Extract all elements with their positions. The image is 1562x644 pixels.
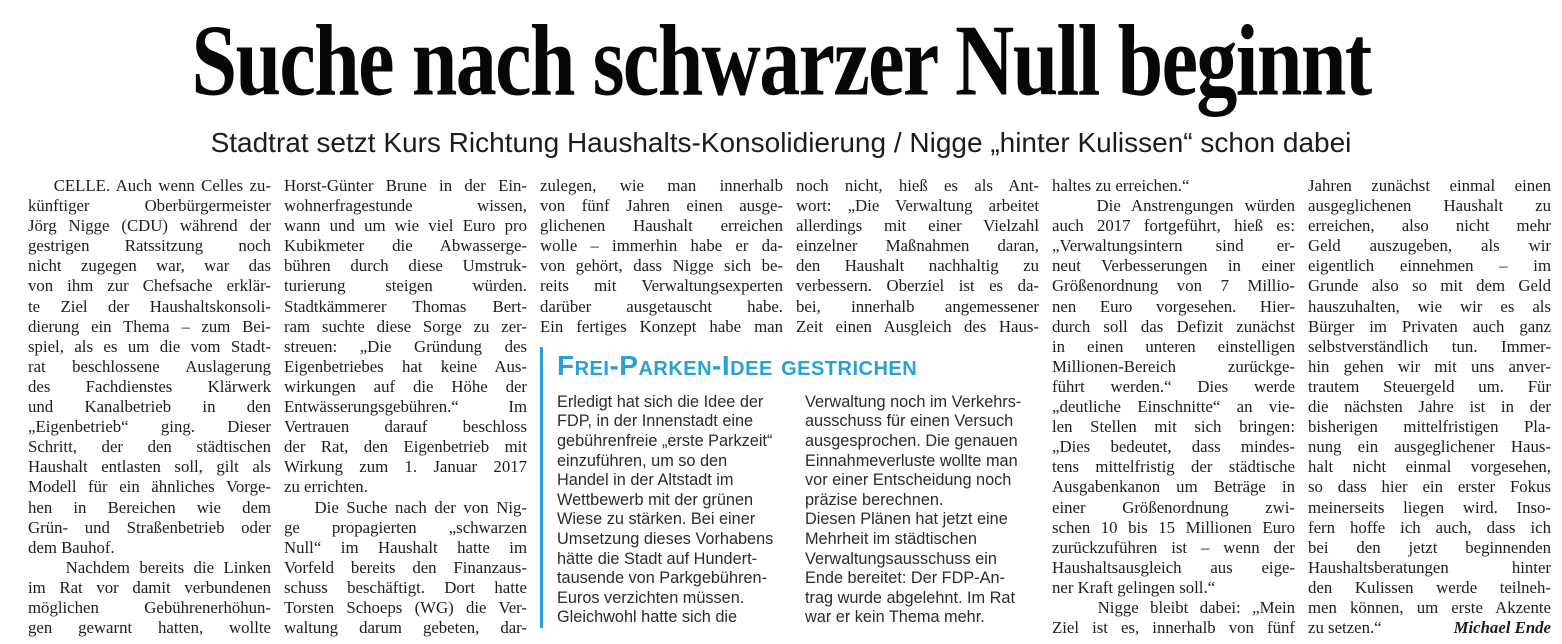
text-line: Wiese zu stärken. Bei einer: [557, 510, 756, 529]
text-line: te Ziel der Haushaltskonsoli-: [28, 296, 271, 316]
text-line: in einen unteren einstelligen: [1052, 336, 1295, 356]
text-line: gestrigen Ratssitzung noch: [28, 236, 271, 256]
text-line: Zeit einen Ausgleich des Haus-: [796, 316, 1039, 336]
text-line: Null“ im Haushalt hatte im: [284, 537, 527, 557]
text-line: noch nicht, hieß es als Ant-: [796, 176, 1039, 195]
text-line: tausende von Parkgebühren-: [557, 569, 767, 588]
text-line: Millionen-Bereich zurückge-: [1052, 356, 1295, 376]
text-line: Ausgabenkanon um Beträge in: [1052, 477, 1295, 497]
text-line: neut Verbesserungen in einer: [1052, 256, 1295, 276]
text-line: Schritt, der den städtischen: [28, 437, 271, 457]
text-line: „deutliche Einschnitte“ an vie-: [1052, 397, 1295, 417]
infobox-title: Frei-Parken-Idee gestrichen: [557, 349, 918, 381]
text-line: Haushaltsausgleich aus eige-: [1052, 557, 1295, 577]
text-line: wirkungen auf die Höhe der: [284, 376, 527, 396]
text-line: ausgeglichenen Haushalt zu: [1308, 196, 1551, 216]
text-line: bei den jetzt beginnenden: [1308, 537, 1551, 557]
text-line: Grün- und Straßenbetrieb oder: [28, 517, 271, 537]
text-line: schuss beschäftigt. Dort hatte: [284, 577, 527, 597]
text-line: zurückzuführen ist – wenn der: [1052, 537, 1295, 557]
text-line: künftiger Oberbürgermeister: [28, 196, 271, 216]
text-line: fern hoffe ich auch, dass ich: [1308, 517, 1551, 537]
text-line: erreichen, also nicht mehr: [1308, 216, 1551, 236]
author-line: [1308, 618, 1551, 638]
text-line: Kubikmeter die Abwasserge-: [284, 236, 527, 256]
text-line: Eigenbetriebes hat keine Aus-: [284, 356, 527, 376]
text-line: Ende bereitet: Der FDP-An-: [805, 569, 1005, 588]
text-line: Modell für ein ähnliches Vorge-: [28, 477, 271, 497]
text-line: möglichen Gebührenerhöhun-: [28, 597, 271, 617]
text-line: „Verwaltungsintern sind er-: [1052, 236, 1295, 256]
text-line: Haushaltsberatungen hinter: [1308, 557, 1551, 577]
text-line: spiel, als es um die vom Stadt-: [28, 336, 271, 356]
article-column-1: [28, 176, 271, 638]
text-line: rat beschlossene Auslagerung: [28, 356, 271, 376]
text-line: den Kulissen werde teilneh-: [1308, 577, 1551, 597]
text-line: im Rat vor damit verbundenen: [28, 577, 271, 597]
text-line: war er kein Thema mehr.: [805, 608, 985, 627]
text-line: schen 10 bis 15 Millionen Euro: [1052, 517, 1295, 537]
text-line: Vertrauen darauf beschloss: [284, 417, 527, 437]
text-line: trag wurde abgelehnt. Im Rat: [805, 588, 1015, 607]
text-line: Grunde also so mit dem Geld: [1308, 276, 1551, 296]
text-line: Verwaltung noch im Verkehrs-: [805, 392, 1022, 411]
text-line: hen in Bereichen wie dem: [28, 497, 271, 517]
text-line: Stadtkämmerer Thomas Bert-: [284, 296, 527, 316]
text-line: FDP, in der Innenstadt eine: [557, 412, 754, 431]
text-line: ner Kraft gelingen soll.“: [1052, 577, 1216, 597]
text-line: ge propagierten „schwarzen: [284, 517, 527, 537]
text-line: einzuführen, um so den: [557, 451, 728, 470]
text-line: führt werden.“ Dies werde: [1052, 376, 1295, 396]
text-line: wohnerfragestunde wissen,: [284, 196, 527, 216]
text-line: allerdings mit einer Vielzahl: [796, 216, 1039, 236]
text-line: glichenen Haushalt erreichen: [540, 216, 783, 236]
text-line: turierung steigen würden.: [284, 276, 527, 296]
closing-text: zu setzen.“: [1308, 618, 1382, 638]
text-line: „Dies bedeutet, dass mindes-: [1052, 437, 1295, 457]
column-6-text: [1308, 176, 1551, 618]
text-line: nung ein ausgeglichener Haus-: [1308, 437, 1551, 457]
text-line: nicht zugegen war, war das: [28, 256, 271, 276]
article-column-2: [284, 176, 527, 638]
text-line: Einnahmeverluste wollte man: [805, 451, 1018, 470]
article-column-6: [1308, 176, 1551, 638]
text-line: der Rat, den Eigenbetrieb mit: [284, 437, 527, 457]
text-line: Erledigt hat sich die Idee der: [557, 392, 764, 411]
text-line: und Kanalbetrieb in den: [28, 397, 271, 417]
text-line: Bürger im Privaten auch ganz: [1308, 316, 1551, 336]
text-line: Wettbewerb mit der grünen: [557, 490, 754, 509]
text-line: einzelner Maßnahmen daran,: [796, 236, 1039, 256]
text-line: ausschuss für einen Versuch: [805, 412, 1014, 431]
text-line: Handel in der Altstadt im: [557, 471, 734, 490]
text-line: hätte die Stadt auf Hundert-: [557, 549, 758, 568]
text-line: Mehrheit im städtischen: [805, 529, 977, 548]
text-line: dierung ein Thema – zum Bei-: [28, 316, 271, 336]
text-line: Verwaltungsausschuss ein: [805, 549, 997, 568]
article-column-4: [796, 176, 1039, 337]
text-line: von gehört, dass Nigge sich be-: [540, 256, 783, 276]
text-line: ausgesprochen. Die genauen: [805, 431, 1018, 450]
text-line: Die Suche nach der von Nig-: [284, 497, 527, 517]
text-line: zulegen, wie man innerhalb: [540, 176, 783, 195]
text-line: hin gehen wir mit uns anver-: [1308, 356, 1551, 376]
text-line: bei, innerhalb angemessener: [796, 296, 1039, 316]
text-line: Größenordnung von 7 Millio-: [1052, 276, 1295, 296]
text-line: Gleichwohl hatte sich die: [557, 608, 738, 627]
text-line: wann und um wie viel Euro pro: [284, 216, 527, 236]
text-line: so dass hier ein erster Fokus: [1308, 477, 1551, 497]
article-middle-section: [540, 176, 1039, 638]
text-line: dem Bauhof.: [28, 537, 115, 557]
text-line: selbstverständlich tun. Immer-: [1308, 336, 1551, 356]
text-line: trautem Steuergeld um. Für: [1308, 376, 1551, 396]
text-line: Wirkung zum 1. Januar 2017: [284, 457, 527, 477]
text-line: waltung darum gebeten, dar-: [284, 618, 527, 638]
text-line: Umsetzung dieses Vorhabens: [557, 529, 774, 548]
infobox-column-1: [557, 393, 791, 628]
text-line: Ziel ist es, innerhalb von fünf: [1052, 618, 1295, 638]
text-line: len Stellen mit sich bringen:: [1052, 417, 1295, 437]
text-line: Torsten Schoeps (WG) die Ver-: [284, 597, 527, 617]
text-line: Horst-Günter Brune in der Ein-: [284, 176, 527, 195]
text-line: gen gewarnt hatten, wollte: [28, 618, 271, 638]
text-line: zu errichten.: [284, 477, 368, 497]
text-line: des Fachdienstes Klärwerk: [28, 376, 271, 396]
text-line: einer Größenordnung zwi-: [1052, 497, 1295, 517]
text-line: Jörg Nigge (CDU) während der: [28, 216, 271, 236]
text-line: Vorfeld bereits den Finanzaus-: [284, 557, 527, 577]
text-line: vor einer Entscheidung noch: [805, 471, 1012, 490]
text-line: von ihm zur Chefsache erklär-: [28, 276, 271, 296]
text-line: wort: „Die Verwaltung arbeitet: [796, 196, 1039, 216]
text-line: wolle – immerhin habe er da-: [540, 236, 783, 256]
text-line: Euros verzichten müssen.: [557, 588, 745, 607]
text-line: gebührenfreie „erste Parkzeit“: [557, 431, 773, 450]
text-line: Jahren zunächst einmal einen: [1308, 176, 1551, 195]
text-line: Geld auszugeben, als wir: [1308, 236, 1551, 256]
text-line: von fünf Jahren einen ausge-: [540, 196, 783, 216]
text-line: darüber ausgetauscht habe.: [540, 296, 783, 316]
text-line: durch soll das Defizit zunächst: [1052, 316, 1295, 336]
text-line: Die Anstrengungen würden: [1052, 196, 1295, 216]
text-line: halt nicht einmal vorgesehen,: [1308, 457, 1551, 477]
middle-text-columns: [540, 176, 1039, 337]
masthead: [0, 3, 1562, 159]
article-column-5: [1052, 176, 1295, 638]
text-line: meinerseits liegen wird. Inso-: [1308, 497, 1551, 517]
text-line: streuen: „Die Gründung des: [284, 336, 527, 356]
text-line: Ein fertiges Konzept habe man: [540, 316, 783, 336]
text-line: Entwässerungsgebühren.“ Im: [284, 397, 527, 417]
text-line: hauszuhalten, wie wir es als: [1308, 296, 1551, 316]
article-column-3: [540, 176, 783, 337]
text-line: ram suchte diese Sorge zu zer-: [284, 316, 527, 336]
text-line: „Eigenbetrieb“ ging. Dieser: [28, 417, 271, 437]
subheadline: Stadtrat setzt Kurs Richtung Haushalts-Konsolidierung / Nigge „hinter Kulissen“ schon dabei: [210, 127, 1352, 158]
infobox-columns: [557, 393, 1039, 628]
text-line: präzise berechnen.: [805, 490, 944, 509]
text-line: haltes zu erreichen.“: [1052, 176, 1190, 195]
text-line: nen Euro vorgesehen. Hier-: [1052, 296, 1295, 316]
text-line: den Haushalt nachhaltig zu: [796, 256, 1039, 276]
text-line: CELLE. Auch wenn Celles zu-: [28, 176, 271, 195]
text-line: die nächsten Jahre ist in der: [1308, 397, 1551, 417]
article-body: [28, 176, 1551, 638]
text-line: tens mittelfristig der städtische: [1052, 457, 1295, 477]
text-line: auch 2017 fortgeführt, hieß es:: [1052, 216, 1295, 236]
infobox: [540, 347, 1039, 628]
text-line: reits mit Verwaltungsexperten: [540, 276, 783, 296]
text-line: verbessern. Oberziel ist es da-: [796, 276, 1039, 296]
text-line: bühren durch diese Umstruk-: [284, 256, 527, 276]
text-line: Haushalt entlasten soll, gilt als: [28, 457, 271, 477]
text-line: eigentlich einnehmen – im: [1308, 256, 1551, 276]
text-line: men können, um erste Akzente: [1308, 597, 1551, 617]
text-line: Nigge bleibt dabei: „Mein: [1052, 597, 1295, 617]
infobox-column-2: [805, 393, 1039, 628]
text-line: Diesen Plänen hat jetzt eine: [805, 510, 1008, 529]
text-line: Nachdem bereits die Linken: [28, 557, 271, 577]
byline-author: Michael Ende: [1453, 618, 1551, 638]
headline: Suche nach schwarzer Null beginnt: [191, 3, 1371, 118]
text-line: bisherigen mittelfristigen Pla-: [1308, 417, 1551, 437]
